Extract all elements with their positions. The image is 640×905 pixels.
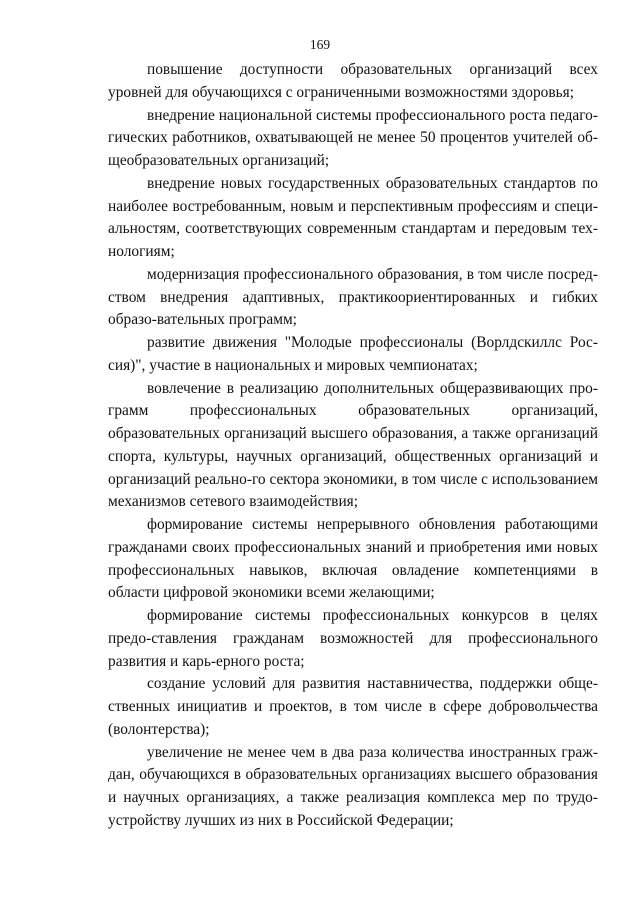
- paragraph-teacher-growth: внедрение национальной системы профессионального роста педаго-гических работников, охватывающей не менее 50 процентов учителей об-щеобразовательных организаций;: [108, 106, 598, 169]
- paragraph-additional-programs: вовлечение в реализацию дополнительных общеразвивающих про-грамм профессиональных образовательных организаций, образовательных организаций высшего образования, а также организаций спорта, культуры, научных организаций, общественных организаций и организаций реально-го сектора экономики, в том числе с использованием механизмов сетевого взаимодействия;: [108, 379, 598, 511]
- paragraph-standards: внедрение новых государственных образовательных стандартов по наиболее востребованным, новым и перспективным профессиям и специ-альностям, соответствующих современным стандартам и передовым тех-нологиям;: [108, 174, 598, 260]
- paragraph-worldskills: развитие движения "Молодые профессионалы (Ворлдскиллс Рос-сия)", участие в национальных и мировых чемпионатах;: [108, 334, 598, 374]
- paragraph-competitions: формирование системы профессиональных конкурсов в целях предо-ставления гражданам возможностей для профессионального развития и карь-ерного роста;: [108, 607, 598, 670]
- paragraph-accessibility: повышение доступности образовательных организаций всех уровней для обучающихся с ограниченными возможностями здоровья;: [108, 61, 598, 101]
- body-text: [108, 59, 598, 833]
- paragraph-continuous-learning: формирование системы непрерывного обновления работающими гражданами своих профессиональных знаний и приобретения ими новых профессиональных навыков, включая овладение компетенциями в области цифровой экономики всеми желающими;: [108, 516, 598, 602]
- paragraph-modernization: модернизация профессионального образования, в том числе посред-ством внедрения адаптивных, практикоориентированных и гибких образо-вательных программ;: [108, 265, 598, 329]
- page-number: 169: [309, 37, 331, 52]
- paragraph-foreign-students: увеличение не менее чем в два раза количества иностранных граж-дан, обучающихся в образовательных организациях высшего образования и научных организациях, а также реализация комплекса мер по трудо-устройству лучших из них в Российской Федерации;: [108, 743, 598, 829]
- paragraph-mentoring: создание условий для развития наставничества, поддержки обще-ственных инициатив и проектов, в том числе в сфере добровольчества (волонтерства);: [108, 675, 598, 738]
